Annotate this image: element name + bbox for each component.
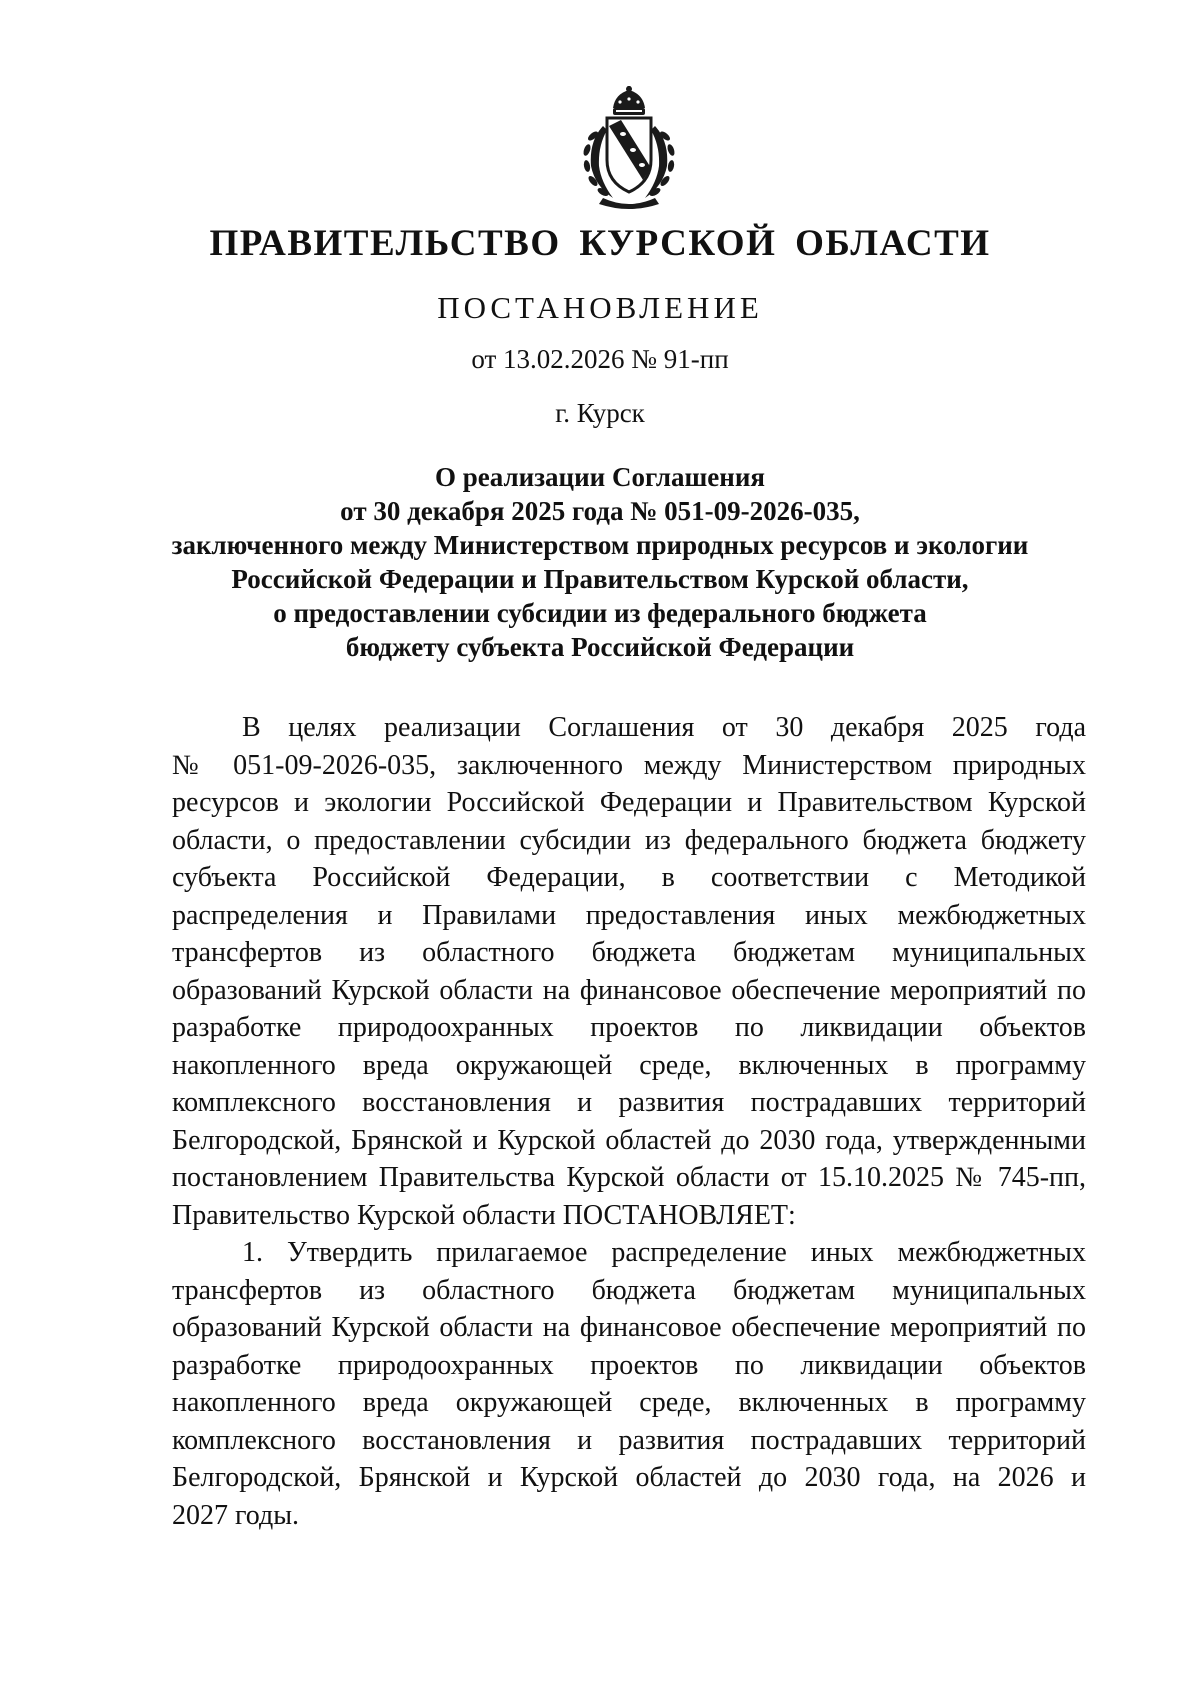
body-line: субъекта Российской Федерации, в соответствии с Методикой [172,862,1086,893]
subject-line: о предоставлении субсидии из федерального бюджета [273,598,927,628]
subject-line: от 30 декабря 2025 года № 051-09-2026-035, [340,496,860,526]
document-city: г. Курск [555,398,645,428]
body-line: 1. Утвердить прилагаемое распределение иных межбюджетных [242,1237,1086,1268]
document-type: ПОСТАНОВЛЕНИЕ [437,290,763,325]
body-line: трансфертов из областного бюджета бюджетам муниципальных [172,937,1086,968]
body-line: ресурсов и экологии Российской Федерации и Правительством Курской [172,787,1086,818]
body-line: В целях реализации Соглашения от 30 декабря 2025 года [242,712,1086,743]
government-title: ПРАВИТЕЛЬСТВО КУРСКОЙ ОБЛАСТИ [209,223,991,264]
subject-line: бюджету субъекта Российской Федерации [345,632,855,662]
body-line: образований Курской области на финансовое обеспечение мероприятий по [172,1312,1086,1343]
body-line: трансфертов из областного бюджета бюджетам муниципальных [172,1274,1086,1306]
body-line: накопленного вреда окружающей среде, включенных в программу [172,1387,1086,1418]
body-line: образований Курской области на финансовое обеспечение мероприятий по [172,974,1086,1006]
subject-line: О реализации Соглашения [435,462,765,492]
document-subject [0,460,1200,664]
document-date-number: от 13.02.2026 № 91-пп [471,344,729,374]
item-1-paragraph [172,1234,1086,1534]
body-line: разработке природоохранных проектов по ликвидации объектов [172,1012,1086,1043]
body-line: Белгородской, Брянской и Курской областей до 2030 года, утвержденными [172,1124,1086,1156]
body-line: накопленного вреда окружающей среде, включенных в программу [172,1049,1086,1081]
body-line: области, о предоставлении субсидии из федерального бюджета бюджету [172,824,1086,856]
kursk-coat-of-arms-icon [573,86,685,212]
body-line: 2027 годы. [172,1499,300,1531]
body-line: комплексного восстановления и развития пострадавших территорий [172,1087,1086,1118]
subject-line: заключенного между Министерством природных ресурсов и экологии [171,530,1029,560]
body-line: постановлением Правительства Курской области от 15.10.2025 № 745-пп, [172,1162,1086,1193]
body-line: распределения и Правилами предоставления иных межбюджетных [172,899,1086,931]
body-line: разработке природоохранных проектов по ликвидации объектов [172,1349,1086,1381]
body-line: комплексного восстановления и развития пострадавших территорий [172,1424,1086,1456]
body-line: Правительство Курской области ПОСТАНОВЛЯЕТ: [172,1199,796,1231]
body-line: № 051-09-2026-035, заключенного между Министерством природных [172,749,1086,781]
subject-line: Российской Федерации и Правительством Курской области, [231,564,969,594]
preamble-paragraph [172,709,1086,1234]
document-body [172,709,1086,1534]
body-line: Белгородской, Брянской и Курской областей до 2030 года, на 2026 и [172,1462,1086,1493]
